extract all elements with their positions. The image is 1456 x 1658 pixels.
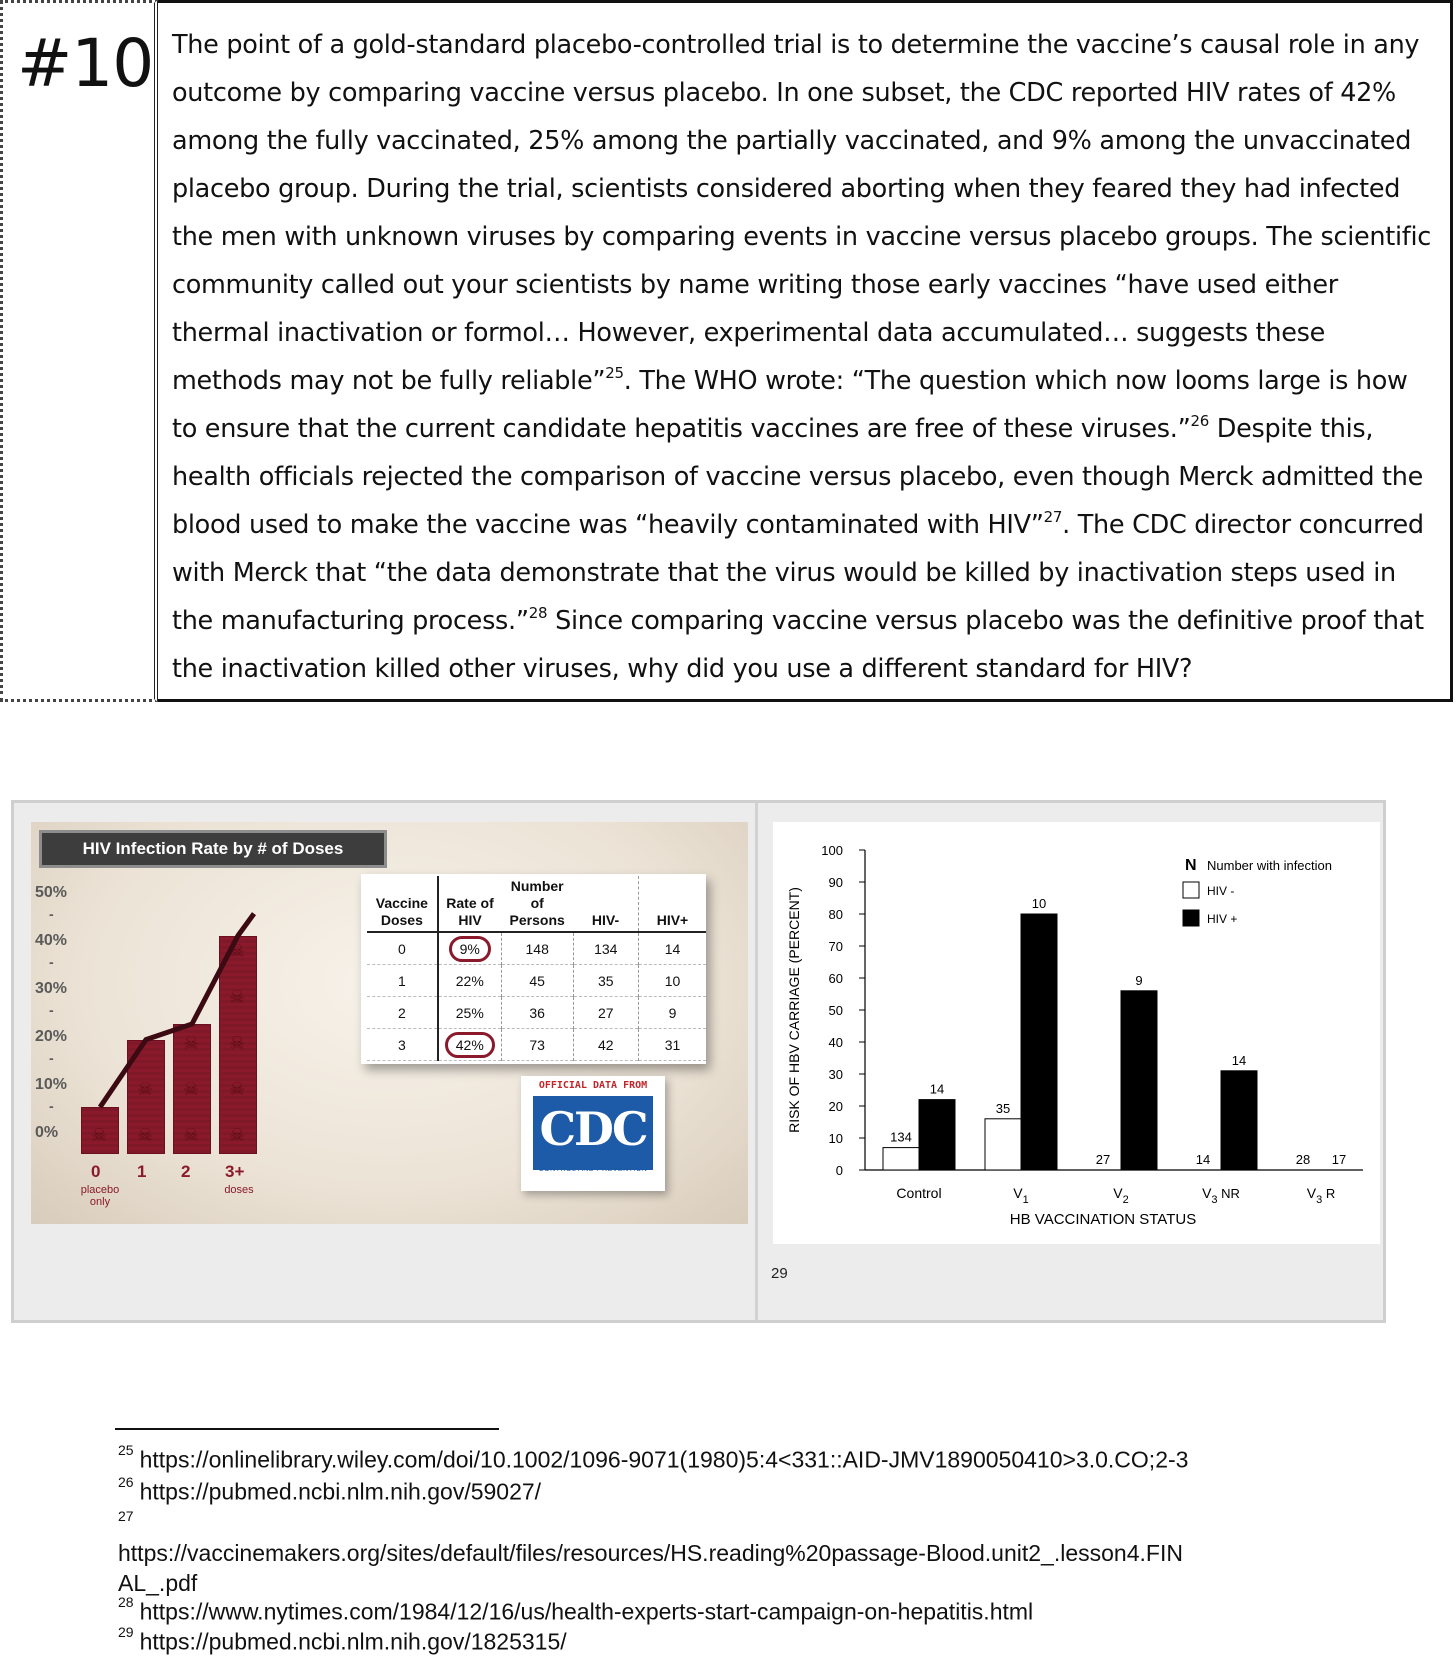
table-cell: 148	[501, 932, 573, 965]
cdc-logo-card	[521, 1076, 665, 1191]
hbv-chart-svg	[773, 822, 1380, 1244]
bar-label: 27	[1095, 1152, 1111, 1167]
skull-icon: ☠	[229, 1078, 246, 1099]
table-cell: 3	[367, 1029, 438, 1061]
y-tick-label: 50	[828, 1003, 843, 1018]
table-cell: 73	[501, 1029, 573, 1061]
table-cell: 36	[501, 997, 573, 1029]
bar-hiv-pos-3	[1221, 1071, 1257, 1170]
question-box	[0, 0, 1453, 702]
highlighted-rate: 42%	[445, 1032, 495, 1058]
table-cell: 31	[664, 1036, 681, 1053]
y-tick-dash: -	[49, 1002, 54, 1018]
legend-swatch	[1183, 910, 1199, 926]
y-tick-label: 20%	[35, 1028, 68, 1045]
table-cell: 9	[668, 1004, 677, 1021]
legend-label: HIV -	[1207, 884, 1235, 898]
footnote-rule	[115, 1428, 499, 1430]
bar-label: 14	[1195, 1152, 1211, 1167]
y-tick-label: 90	[828, 875, 843, 890]
question-number: #10	[17, 25, 154, 102]
bar-label: 14	[1231, 1052, 1247, 1068]
skull-icon: ☠	[229, 1032, 246, 1053]
footnote-ref-26[interactable]: 26	[1190, 411, 1209, 430]
question-text-part: Since comparing vaccine versus placebo was the definitive proof that the inactivation killed other viruses, why did you use a different standard for HIV?	[172, 606, 1424, 684]
table-header: HIV-	[573, 876, 638, 932]
hbv-carriage-chart	[773, 822, 1380, 1244]
hiv-infection-infographic	[31, 822, 748, 1224]
y-tick-label: 40	[828, 1035, 843, 1050]
dose-bar-2	[173, 1024, 211, 1154]
table-cell	[438, 932, 502, 965]
footnote-link[interactable]: https://www.nytimes.com/1984/12/16/us/health-experts-start-campaign-on-hepatitis.html	[139, 1598, 1034, 1625]
table-cell: 27	[573, 997, 638, 1029]
question-text-part: Despite this, health officials rejected the comparison of vaccine versus placebo, even though Merck admitted the blood used to make the vaccine was “heavily contaminated with HIV”	[172, 414, 1423, 540]
x-label-2: 2	[181, 1162, 191, 1181]
y-tick-label: 40%	[35, 932, 68, 949]
y-tick-dash: -	[49, 1050, 54, 1066]
dose-bar-3	[219, 936, 257, 1154]
category-label: $V_3$ R	[1306, 1185, 1336, 1206]
table-header: Rate of HIV	[438, 876, 502, 932]
y-tick-dash: -	[49, 906, 54, 922]
table-cell: 0	[367, 932, 438, 965]
figure-footnote-marker: 29	[771, 1265, 788, 1282]
y-tick-label: 70	[828, 939, 843, 954]
x-sublabel-placebo	[75, 1184, 125, 1208]
table-cell: 25%	[438, 997, 502, 1029]
x-label-0: 0	[91, 1162, 101, 1181]
footnote-number: 26	[118, 1474, 134, 1490]
bar-label: 35	[995, 1100, 1011, 1116]
highlighted-rate: 9%	[449, 936, 491, 962]
table-cell: 2	[367, 997, 438, 1029]
table-cell: 45	[501, 965, 573, 997]
bar-hiv-pos-1	[1021, 914, 1057, 1170]
footnote-link[interactable]: https://onlinelibrary.wiley.com/doi/10.1002/1096-9071(1980)5:4<331::AID-JMV1890050410>3.0.CO;2-3	[139, 1446, 1189, 1473]
cdc-data-table	[361, 874, 706, 1064]
official-data-label: OFFICIAL DATA FROM	[538, 1080, 648, 1091]
cdc-subtitle-line: CENTERS FOR DISEASE	[547, 1158, 639, 1165]
y-tick-dash: -	[49, 954, 54, 970]
legend-title-letter: N	[1185, 857, 1197, 874]
x-label-3: 3+	[225, 1162, 245, 1181]
question-text-part: The point of a gold-standard placebo-controlled trial is to determine the vaccine’s causal role in any outcome by comparing vaccine versus placebo. In one subset, the CDC reported HIV rates of 42% among the fully vaccinated, 25% among the partially vaccinated, and 9% among the unvaccinated placebo group. During the trial, scientists considered aborting when they feared they had infected the men with unknown viruses by comparing events in vaccine versus placebo groups. The scientific community called out your scientists by name writing those early vaccines “have used either thermal inactivation or formol… However, experimental data accumulated… suggests these methods may not be fully reliable”	[172, 30, 1431, 396]
table-cell: 1	[367, 965, 438, 997]
y-tick-label: 0%	[35, 1124, 59, 1141]
y-tick-label: 30%	[35, 980, 68, 997]
category-label: $V_1$	[1013, 1185, 1029, 1206]
footnote-link[interactable]: https://vaccinemakers.org/sites/default/files/resources/HS.reading%20passage-Blood.unit2_.lesson4.FIN	[118, 1540, 1183, 1566]
skull-icon: ☠	[183, 1125, 200, 1145]
dose-bar-1	[127, 1040, 165, 1154]
bar-label: 10	[1031, 896, 1047, 911]
question-number-cell	[0, 0, 158, 702]
question-text	[172, 21, 1440, 693]
x-sublabel-line: placebo	[80, 1184, 120, 1196]
panel-divider	[755, 803, 758, 1320]
table-cell: 10	[664, 972, 681, 989]
y-tick-label: 20	[828, 1099, 843, 1114]
footnote-28	[118, 1594, 1034, 1626]
footnote-ref-27[interactable]: 27	[1043, 507, 1063, 526]
bar-label: 14	[929, 1081, 945, 1097]
y-tick-dash: -	[49, 1098, 54, 1114]
footnote-29	[118, 1624, 567, 1656]
bar-hiv-pos-0	[919, 1100, 955, 1170]
cdc-logo-text: CDC	[539, 1102, 647, 1156]
bar-hiv-neg-0	[883, 1148, 919, 1170]
legend-swatch	[1183, 882, 1199, 898]
table-row	[367, 965, 706, 997]
bar-label: 9	[1135, 972, 1143, 988]
table-header: Vaccine Doses	[367, 876, 438, 932]
skull-icon: ☠	[183, 1079, 200, 1099]
table-row	[367, 1029, 706, 1061]
footnote-27	[118, 1538, 1183, 1598]
table-cell: 35	[573, 965, 638, 997]
footnote-link[interactable]: https://pubmed.ncbi.nlm.nih.gov/1825315/	[139, 1628, 567, 1655]
y-tick-label: 10%	[35, 1076, 68, 1093]
bar-label: 28	[1295, 1152, 1311, 1167]
skull-icon: ☠	[229, 940, 246, 961]
footnote-link[interactable]: https://pubmed.ncbi.nlm.nih.gov/59027/	[139, 1478, 542, 1505]
x-sublabel-line: only	[89, 1196, 111, 1208]
bar-hiv-neg-1	[985, 1119, 1021, 1170]
question-text-part: . The WHO wrote: “The question which now looms large is how to ensure that the current candidate hepatitis vaccines are free of these viruses.”	[172, 366, 1408, 444]
table-row	[367, 932, 706, 965]
figure-panel	[11, 800, 1386, 1323]
table-header: HIV+	[638, 876, 706, 932]
skull-icon: ☠	[91, 1124, 108, 1145]
bar-hiv-pos-2	[1121, 991, 1157, 1170]
table-header: Number of Persons	[501, 876, 573, 932]
y-axis-label: RISK OF HBV CARRIAGE (PERCENT)	[786, 887, 802, 1133]
table-cell: 134	[573, 932, 638, 965]
table-cell: 42	[573, 1029, 638, 1061]
bar-label: 17	[1331, 1152, 1347, 1167]
footnote-number: 27	[118, 1508, 134, 1524]
footnote-number: 25	[118, 1442, 134, 1458]
skull-icon: ☠	[183, 1033, 200, 1053]
question-text-part: . The CDC director concurred with Merck that “the data demonstrate that the virus would be killed by inactivation steps used in the manufacturing process.”	[172, 510, 1424, 636]
y-tick-label: 50%	[35, 884, 68, 901]
dose-bar-0	[81, 1107, 119, 1154]
table-cell: 22%	[438, 965, 502, 997]
footnote-ref-28[interactable]: 28	[528, 603, 548, 622]
footnote-number: 29	[118, 1624, 134, 1640]
footnote-26	[118, 1474, 542, 1506]
table-row	[367, 997, 706, 1029]
footnote-link-continued[interactable]: AL_.pdf	[118, 1570, 198, 1596]
question-text-cell	[158, 0, 1453, 702]
skull-icon: ☠	[229, 986, 246, 1007]
cdc-subtitle-line: CONTROL AND PREVENTION	[538, 1166, 648, 1173]
footnote-ref-25[interactable]: 25	[605, 363, 624, 382]
category-label: Control	[896, 1185, 942, 1201]
y-tick-label: 30	[828, 1067, 843, 1082]
x-sublabel-doses: doses	[224, 1184, 254, 1196]
footnote-25	[118, 1442, 1189, 1474]
skull-icon: ☠	[137, 1124, 154, 1145]
y-tick-label: 100	[821, 843, 843, 858]
y-tick-label: 10	[828, 1131, 843, 1146]
cdc-subtitle	[521, 1158, 665, 1174]
y-tick-label: 60	[828, 971, 843, 986]
doses-table	[367, 876, 706, 1061]
skull-icon: ☠	[137, 1078, 154, 1099]
table-cell: 14	[664, 940, 681, 957]
category-label: $V_3$ NR	[1202, 1185, 1240, 1206]
infographic-title: HIV Infection Rate by # of Doses	[39, 830, 387, 868]
category-label: $V_2$	[1113, 1185, 1129, 1206]
y-tick-label: 0	[835, 1163, 843, 1178]
x-axis-label: HB VACCINATION STATUS	[1009, 1211, 1197, 1228]
table-cell	[438, 1029, 502, 1061]
legend-label: HIV +	[1207, 912, 1238, 926]
y-tick-label: 80	[828, 907, 843, 922]
footnote-number: 28	[118, 1594, 134, 1610]
x-label-1: 1	[137, 1162, 147, 1181]
skull-icon: ☠	[229, 1124, 246, 1145]
legend-title: Number with infection	[1207, 858, 1332, 873]
bar-label: 134	[890, 1129, 912, 1145]
